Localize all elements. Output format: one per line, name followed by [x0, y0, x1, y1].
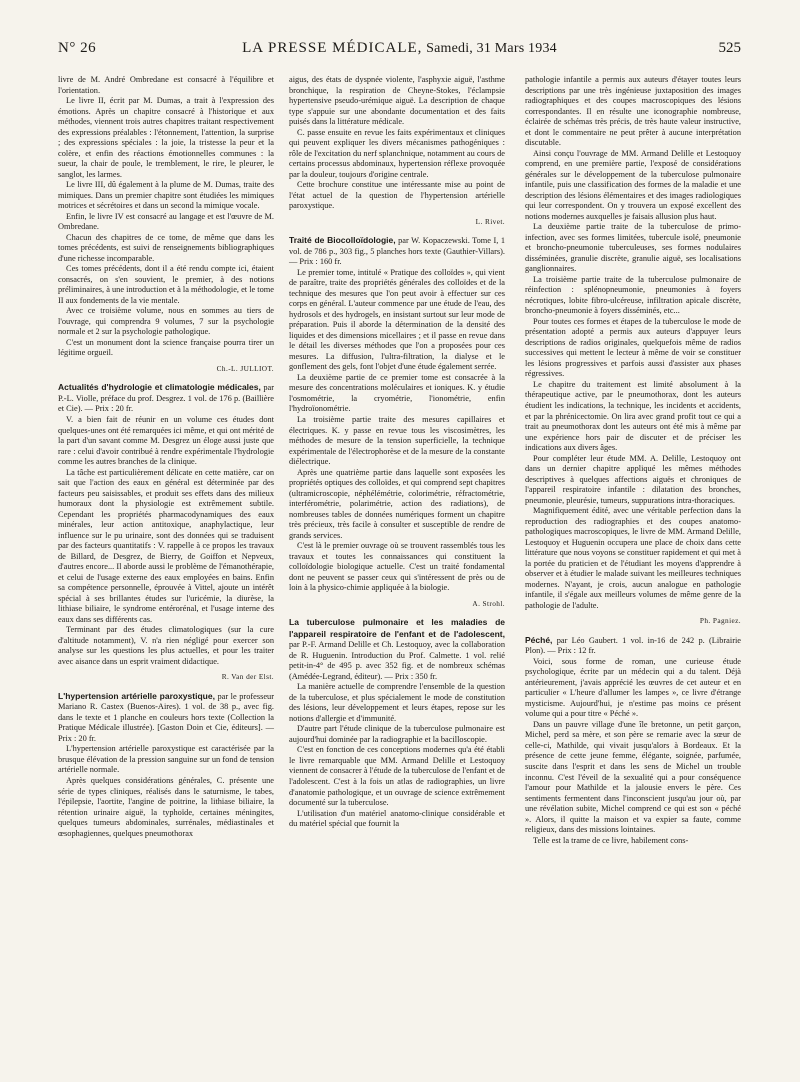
paragraph: Cette brochure constitue une intéressante mise au point de l'état actuel de la question de l'hypertension artérielle paroxystique. — [289, 180, 505, 211]
paragraph: Le livre II, écrit par M. Dumas, a trait à l'expression des émotions. Après un chapitre consacré à l'historique et aux méthodes, viennent trois autres chapitres traitant respectivement des expressions préalables : l'étonnement, l'attention, la surprise ; des expressions spéciales : la joie, la tristesse la peur et la colère, et enfin des réactions émotionnelles communes : la sueur, la chair de poule, le tremblement, le rire, le pleurer, le sanglot, les larmes. — [58, 96, 274, 179]
paragraph: Le premier tome, intitulé « Pratique des colloïdes », qui vient de paraître, traite des propriétés générales des colloïdes et de la technique des mesures que l'on peut avoir à effectuer sur ces corps en général. L'auteur commence par une étude de l'eau, des hydrosols et des hydrogels, en insistant surtout sur leur mode de préparation. Puis il aborde la détermination de la densité des liquides et des dimensions micellaires ; et il passe en revue dans le détail les diverses méthodes que l'on a proposées pour ces mesures. La diffusion, l'ultra-filtration, la dialyse et le gonflement des gels, font l'objet d'une étude également serrée. — [289, 267, 505, 372]
paragraph: Ainsi conçu l'ouvrage de MM. Armand Delille et Lestoquoy comprend, en une première partie, l'exposé de considérations générales sur le développement de la tuberculose pulmonaire infantile, puis une classification des formes de la maladie et une description des lésions élémentaires et des images radiologiques qui leur correspondent. On y trouvera un exposé excellent des notions modernes auxquelles je faisais allusion plus haut. — [525, 148, 741, 221]
column-3 — [525, 75, 741, 846]
paragraph: Après une quatrième partie dans laquelle sont exposées les propriétés optiques des colloïdes, et qui comprend sept chapitres (ultramicroscopie, néphélémétrie, colorimétrie, réfractométrie, interférométrie, polarimétrie, action des radiations), de nombreuses tables de données numériques forment un chapitre très précieux, très facile à consulter et susceptible de rendre de grands services. — [289, 467, 505, 540]
paragraph: V. a bien fait de réunir en un volume ces études dont quelques-unes ont été remarquées ici même, et qui ont mérité de la part d'un savant comme M. Desgrez un éloge aussi juste que rare : celui d'avoir contribué à rendre expérimentale l'hydrologie comme les autres branches de la clinique. — [58, 414, 274, 467]
book-title: Actualités d'hydrologie et climatologie médicales, — [58, 382, 261, 393]
book-title: Péché, — [525, 634, 553, 645]
book-title: Traité de Biocolloïdologie, — [289, 235, 396, 246]
review-signature: R. Van der Elst. — [221, 672, 274, 682]
paragraph: aigus, des états de dyspnée violente, l'asphyxie aiguë, l'asthme bronchique, la respiration de Cheyne-Stokes, l'éclampsie hypertensive pseudo-urémique aiguë. La description de chaque type s'appuie sur une abondante documentation et des faits puisés dans la littérature médicale. — [289, 75, 505, 127]
paragraph: pathologie infantile a permis aux auteurs d'étayer toutes leurs descriptions par une très ingénieuse juxtaposition des images radiographiques et des coupes macroscopiques des lésions correspondantes. Il en résulte une iconographie nombreuse, éclairée de schémas très précis, de très haute valeur instructive, et dont le commentaire ne peut prêter à aucune interprétation discutable. — [525, 75, 741, 148]
paragraph: livre de M. André Ombredane est consacré à l'équilibre et l'orientation. — [58, 75, 274, 95]
paragraph: La troisième partie traite de la tuberculose pulmonaire de réinfection : splénopneumonie, pneumonies à foyers nécrotiques, lobite fibro-ulcéreuse, infiltration apicale discrète, broncho-pneumonie à foyers disséminés, etc... — [525, 274, 741, 316]
paragraph: La deuxième partie de ce premier tome est consacrée à la mesure des concentrations moléculaires et ioniques. K. y étudie l'osmométrie, la cryométrie, l'ionométrie, enfin l'hydroïonométrie. — [289, 372, 505, 414]
journal-title: LA PRESSE MÉDICALE, — [242, 40, 423, 56]
paragraph: La manière actuelle de comprendre l'ensemble de la question de la tuberculose, et plus spécialement le mode de constitution des lésions, leur développement et leurs étapes, repose sur les notions d'allergie et d'immunité. — [289, 682, 505, 723]
paragraph: C'est un monument dont la science française pourra tirer un légitime orgueil. — [58, 337, 274, 358]
book-meta: par le professeur Mariano R. Castex (Buenos-Aires). 1 vol. de 38 p., avec fig. dans le texte et 1 planche en couleurs hors texte (Collection la Pratique Médicale illustrée). [Gaston Doin et Cie, éditeurs]. — Prix : 20 fr. — [58, 691, 275, 743]
paragraph: Voici, sous forme de roman, une curieuse étude psychologique, écrite par un médecin qui a du talent. Déjà antérieurement, j'avais apprécié les œuvres de cet auteur et en particulier « L'heure d'allumer les lampes », ce livre d'étrange mysticisme. Aujourd'hui, je n'estime pas moins ce présent volume qui a pour titre « Péché ». — [525, 656, 741, 719]
paragraph: Le chapitre du traitement est limité absolument à la thérapeutique active, par le pneumothorax, dont les auteurs étudient les indications, la technique, les incidents et accidents, et par la phrénicectomie. On lira avec grand profit tout ce qui a trait au pneumothorax dont les auteurs ont été mis à même par une expérience hors pair de discuter et de préciser les indications aux divers âges. — [525, 379, 741, 453]
paragraph: C'est en fonction de ces conceptions modernes qu'a été établi le livre remarquable que MM. Armand Delille et Lestoquoy viennent de consacrer à l'étude de la tuberculose de l'enfant et de l'adolescent. C'est à la fois un atlas de radiographies, un livre d'anatomie pathologique, et un ouvrage de science extrêmement documenté sur la tuberculose. — [289, 745, 505, 808]
paragraph: Après quelques considérations générales, C. présente une série de types cliniques, réalisés dans le saturnisme, le tabes, l'épilepsie, l'aortite, l'angine de poitrine, la lithiase biliaire, la rétention urinaire aiguë, la typhoïde, certaines méningites, quelques tumeurs abdominales, surrénales, médiastinales et œsophagiennes, quelques pneumothorax — [58, 776, 274, 838]
paragraph: C'est là le premier ouvrage où se trouvent rassemblés tous les travaux et toutes les connaissances qui constituent la colloïdologie biologique actuelle. C'est un traité fondamental dont ne peuvent se passer ceux qui s'intéressent de près ou de loin à la physico-chimie appliquée à la biologie. — [289, 541, 505, 593]
paragraph: Enfin, le livre IV est consacré au langage et est l'œuvre de M. Ombredane. — [58, 211, 274, 232]
paragraph: La deuxième partie traite de la tuberculose de primo-infection, avec ses formes limitées, tubercule isolé, pneumonie et broncho-pneumonie tuberculeuses, ses formes nodulaires disséminées, granulie discrète, granulie aiguë, ses localisations ganglionnaires. — [525, 222, 741, 274]
paragraph: Dans un pauvre village d'une île bretonne, un petit garçon, Michel, perd sa mère, et son père se remarie avec la sœur de celle-ci, Mathilde, qui vivait jusqu'alors à Bordeaux. Et la présence de cette jeune femme, élégante, soignée, parfumée, suscite dans l'esprit et dans les sens de Michel un trouble inconnu. C'est l'éveil de la sexualité qui a pour conséquence l'amour pour Mathilde et la jalousie envers le père. Ces sentiments fermentent dans l'inconscient jusqu'au jour où, par une révélation subite, Michel comprend ce qui est son « péché ». Alors, il quitte la maison et va expier sa faute, comme religieux, dans des missions lointaines. — [525, 719, 741, 835]
review-signature: A. Strohl. — [472, 598, 505, 608]
review-entry-heading — [58, 691, 274, 745]
book-title: La tuberculose pulmonaire et les maladies de l'appareil respiratoire de l'enfant et de l'adolescent, — [289, 617, 505, 639]
paragraph: Magnifiquement édité, avec une véritable perfection dans la reproduction des radiographies et des coupes anatomo-pathologiques macroscopiques, le livre de MM. Armand Delille, Lestoquoy et Huguenin occupera une place de choix dans cette littérature que nous voyons se constituer rapidement et qui met à la portée du praticien et de l'étudiant les moyens d'apprendre à observer et à étudier le malade suivant les meilleures techniques modernes. N'ayant, je crois, aucun analogue en pathologie infantile, il s'égale aux meilleurs volumes de même genre de la pathologie de l'adulte. — [525, 506, 741, 610]
paragraph: Ces tomes précédents, dont il a été rendu compte ici, étaient consacrés, on s'en souvient, le premier, à des notions préliminaires, à une introduction et à la méthodologie, et le tome II aux fondements de la vie mentale. — [58, 264, 274, 305]
paragraph: Pour toutes ces formes et étapes de la tuberculose le mode de présentation adopté a permis aux auteurs d'appuyer leurs descriptions de radios originales, quelquefois même de radios successives qui mettent le lecteur à même de voir se constituer les lésions progressives et parfois aussi d'assister aux phases régressives. — [525, 316, 741, 379]
paragraph: Pour compléter leur étude MM. A. Delille, Lestoquoy ont dans un dernier chapitre appliqué les mêmes méthodes descriptives à quelques affections aiguës et chroniques de l'appareil respiratoire infantile : dilatation des bronches, pneumonie, pleurésie, tumeurs, suppurations intra-thoraciques. — [525, 453, 741, 505]
paragraph: La tâche est particulièrement délicate en cette matière, car on sait que l'action des eaux en général est déterminée par des facteurs peu saisissables, et produit ses effets dans des milieux humoraux dont la physiologie est extrêmement subtile. Cependant les propriétés pharmacodynamiques des eaux minérales, leur action antitoxique, anaphylactique, leur influence sur le pu urinaire, sont des données qui se traduisent par des facteurs quantitatifs : V. rappelle à ce propos les travaux de Billard, de Desgrez, de Bierry, de Goiffon et Nepveux, d'autres encore... Il aborde aussi le problème de l'émanothérapie, et celui de l'usage externe des eaux employées en bains. Enfin sa compétence personnelle, éprouvée à Vittel, ajoute un intérêt spécial à ses brillantes études sur l'uricémie, la diurèse, la lithiase biliaire, le syndrome entérorénal, et l'usage interne des eaux dans ses différents cas. — [58, 467, 274, 624]
column-2 — [289, 75, 505, 830]
paragraph: C. passe ensuite en revue les faits expérimentaux et cliniques qui peuvent expliquer les divers mécanismes pathogéniques : rôle de l'excitation du nerf splanchnique, notamment au cours de certains processus abdominaux, hypertension réflexe provoquée par la douleur, toujours d'origine centrale. — [289, 127, 505, 179]
paragraph: Chacun des chapitres de ce tome, de même que dans les tomes précédents, est suivi de renseignements bibliographiques d'une richesse incomparable. — [58, 232, 274, 263]
column-1 — [58, 75, 274, 839]
issue-number: N° 26 — [58, 40, 97, 56]
review-signature: L. Rivet. — [475, 216, 505, 226]
book-title: L'hypertension artérielle paroxystique, — [58, 690, 215, 701]
paragraph: L'utilisation d'un matériel anatomo-clinique considérable et du matériel spécial que fournit la — [289, 808, 505, 829]
paragraph: D'autre part l'étude clinique de la tuberculose pulmonaire est aujourd'hui dominée par la radiographie et la bacilloscopie. — [289, 724, 505, 744]
paragraph: La troisième partie traite des mesures capillaires et électriques. K. y passe en revue tous les viscosimètres, les méthodes de mesure de la tension superficielle, la technique expérimentale de l'électrophorèse et de la mesure de la constante diélectrique. — [289, 414, 505, 467]
review-entry-heading — [289, 235, 505, 268]
paragraph: Le livre III, dû également à la plume de M. Dumas, traite des mimiques. Dans un premier chapitre sont étudiées les mimiques motrices et sécrétoires et dans un second la mimique vocale. — [58, 180, 274, 211]
review-signature: Ch.-L. JULLIOT. — [216, 363, 274, 373]
paragraph: L'hypertension artérielle paroxystique est caractérisée par la brusque élévation de la pression sanguine sur un fond de tension artérielle normale. — [58, 744, 274, 775]
paragraph: Avec ce troisième volume, nous en sommes au tiers de l'ouvrage, qui comprendra 9 volumes, 7 sur la psychologie normale et 2 sur la psychologie pathologique. — [58, 306, 274, 337]
book-meta: par P.-L. Violle, préface du prof. Desgrez. 1 vol. de 176 p. (Baillière et Cie). — Prix : 20 fr. — [58, 383, 274, 414]
book-meta: par W. Kopaczewski. Tome I, 1 vol. de 786 p., 303 fig., 5 planches hors texte (Gauthier-Villars). — Prix : 160 fr. — [289, 236, 505, 267]
book-meta: par Léo Gaubert. 1 vol. in-16 de 242 p. (Librairie Plon). — Prix : 12 fr. — [525, 635, 741, 656]
review-entry-heading — [289, 617, 505, 682]
paragraph: Telle est la trame de ce livre, habilement cons- — [533, 835, 689, 845]
review-entry-heading — [58, 382, 274, 415]
journal-title-line — [58, 40, 741, 57]
page-number: 525 — [718, 40, 741, 56]
issue-date: Samedi, 31 Mars 1934 — [422, 41, 557, 56]
page-header — [58, 40, 741, 62]
review-entry-heading — [525, 635, 741, 657]
book-meta: par P.-F. Armand Delille et Ch. Lestoquoy, avec la collaboration de R. Huguenin. Introduction du Prof. Calmette. 1 vol. relié petit-in-4° de 495 p. avec 352 fig. et de nombreux schémas (Amédée-Legrand, éditeur). — Prix : 350 fr. — [289, 640, 505, 681]
paragraph: Terminant par des études climatologiques (sur la cure d'altitude notamment), V. n'a rien négligé pour exercer son analyse sur les questions les plus actuelles, et pour les traiter avec aisance dans un esprit vraiment didactique. — [58, 625, 274, 666]
review-signature: Ph. Pagniez. — [699, 616, 741, 626]
